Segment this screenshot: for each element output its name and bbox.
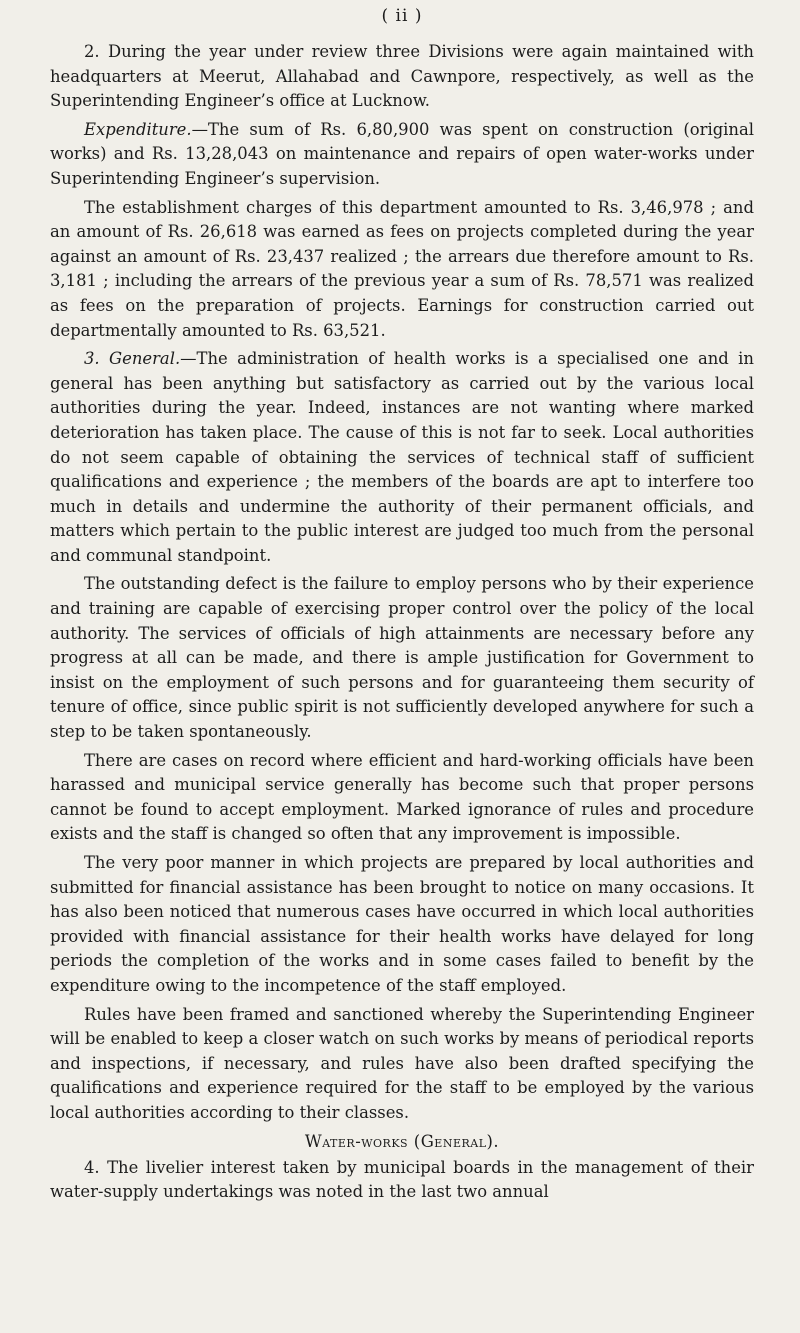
paragraph-text: The outstanding defect is the failure to employ persons who by their experience and training are capable of exercising proper control over the policy of the local authority. The services of officials of high attainments are necessary before any progress at all can be made, and there is ample justification for Government to insist on the employment of such persons and for guaranteeing them security of tenure of office, since public spirit is not sufficiently developed anywhere for such a step to be taken spontaneously.	[50, 574, 754, 742]
paragraph	[50, 749, 754, 847]
last-paragraph: 4. The livelier interest taken by municipal boards in the management of their water-supply undertakings was noted in the last two annual	[50, 1157, 754, 1202]
run-in-heading: 3. General.	[84, 349, 181, 369]
paragraph-text: —The administration of health works is a specialised one and in general has been anything but satisfactory as carried out by the various local authorities during the year. Indeed, instances are not wanting where marked deterioration has taken place. The cause of this is not far to seek. Local authorities do not seem capable of obtaining the services of technical staff of sufficient qualifications and experience ; the members of the boards are apt to interfere too much in details and undermine the authority of their permanent officials, and matters which pertain to the public interest are judged too much from the personal and communal standpoint.	[50, 349, 754, 565]
paragraph	[50, 196, 754, 344]
paragraph	[50, 40, 754, 114]
paragraph	[50, 118, 754, 192]
paragraph-text: There are cases on record where efficient and hard-working officials have been harassed and municipal service generally has become such that proper persons cannot be found to accept employment. Marked ignorance of rules and procedure exists and the staff is changed so often that any improvement is impossible.	[50, 750, 754, 844]
run-in-heading: Expenditure.	[84, 119, 192, 139]
paragraph-text: Rules have been framed and sanctioned whereby the Superintending Engineer will be enabled to keep a closer watch on such works by means of periodical reports and inspections, if necessary, and rules have also been drafted specifying the qualifications and experience required for the staff to be employed by the various local authorities according to their classes.	[50, 1004, 754, 1122]
paragraph-text: —The sum of Rs. 6,80,900 was spent on construction (original works) and Rs. 13,28,043 on maintenance and repairs of open water-works under Superintending Engineer’s supervision.	[50, 119, 754, 188]
paragraph-text: 2. During the year under review three Divisions were again maintained with headquarters at Meerut, Allahabad and Cawnpore, respectively, as well as the Superintending Engineer’s office at Lucknow.	[50, 42, 754, 111]
section-heading: Water-works (General).	[304, 1131, 500, 1151]
paragraph	[50, 1003, 754, 1126]
paragraph	[50, 347, 754, 568]
paragraph-text: The very poor manner in which projects are prepared by local authorities and submitted for financial assistance has been brought to notice on many occasions. It has also been noticed that numerous cases have occurred in which local authorities provided with financial assistance for their health works have delayed for long periods the completion of the works and in some cases failed to benefit by the expenditure owing to the incompetence of the staff employed.	[50, 853, 754, 995]
page-number: ( ii )	[381, 6, 423, 26]
paragraph	[50, 572, 754, 744]
paragraph	[50, 851, 754, 999]
paragraph-text: The establishment charges of this department amounted to Rs. 3,46,978 ; and an amount of Rs. 26,618 was earned as fees on projects completed during the year against an amount of Rs. 23,437 realized ; the arrears due therefore amount to Rs. 3,181 ; including the arrears of the previous year a sum of Rs. 78,571 was realized as fees on the preparation of projects. Earnings for construction carried out departmentally amounted to Rs. 63,521.	[50, 197, 754, 340]
